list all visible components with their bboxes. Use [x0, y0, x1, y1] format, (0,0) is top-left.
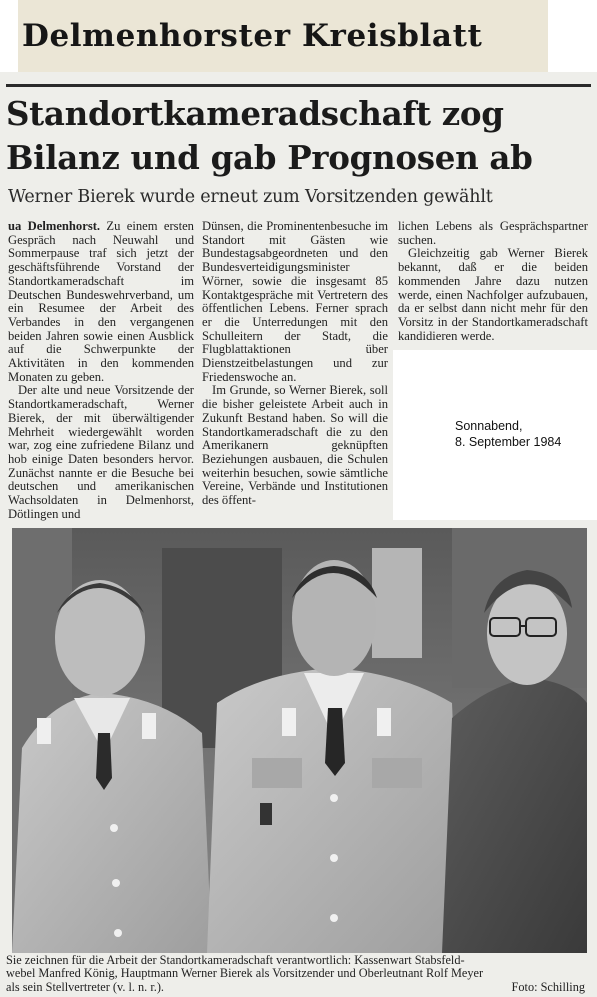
- note-date: 8. September 1984: [455, 435, 562, 449]
- article-column-3: [398, 220, 588, 343]
- newspaper-masthead: Delmenhorster Kreisblatt: [22, 18, 483, 54]
- date-note: [393, 350, 597, 520]
- press-photo: [12, 528, 587, 953]
- photo-illustration: [12, 528, 587, 953]
- caption-line: Sie zeichnen für die Arbeit der Standortkameradschaft verantwortlich: Kassenwart Stabsfeld-: [6, 953, 465, 967]
- caption-line: webel Manfred König, Hauptmann Werner Bierek als Vorsitzender und Oberleutnant Rolf Meyer: [6, 966, 484, 981]
- dateline: ua Delmenhorst.: [8, 219, 101, 233]
- note-weekday: Sonnabend,: [455, 419, 523, 433]
- photo-credit: Foto: Schilling: [511, 979, 585, 994]
- article-paragraph: lichen Lebens als Gesprächspartner suchen.: [398, 219, 588, 247]
- article-paragraph: Dünsen, die Prominentenbesuche im Standort mit Gästen wie Bundestagsabgeordneten und den Bundesverteidigungsminister Wörner, sowie die insgesamt 85 Kontaktgespräche mit Vertretern des öffentlichen Lebens. Ferner sprach er die Unterredungen mit den Schulleitern der Stadt, die Flugblattaktionen über Dienstzeitbelastungen und zur Friedenswoche an.: [202, 219, 388, 384]
- subheadline: Werner Bierek wurde erneut zum Vorsitzenden gewählt: [8, 187, 493, 207]
- article-column-1: [8, 220, 194, 521]
- article-paragraph: Im Grunde, so Werner Bierek, soll die bisher geleistete Arbeit auch in Zukunft Bestand haben. So will die Standortkameradschaft die zu den Amerikanern geknüpften Beziehungen ausbauen, die Schulen weiterhin besuchen, sowie sämtliche Vereine, Verbände und Institutionen des öffent-: [202, 383, 388, 508]
- caption-line: als sein Stellvertreter (v. l. n. r.).: [6, 979, 164, 994]
- article-paragraph: [8, 220, 194, 384]
- photo-caption: [6, 954, 591, 994]
- article-paragraph: Der alte und neue Vorsitzende der Standortkameradschaft, Werner Bierek, der mit überwältigender Mehrheit wiedergewählt worden war, zog eine zufriedene Bilanz und hob einige Daten besonders hervor. Zunächst nannte er die Besuche bei deutschen und amerikanischen Wachsoldaten in Delmenhorst, Dötlingen und: [8, 383, 194, 521]
- headline-line-1: Standortkameradschaft zog: [6, 94, 504, 133]
- headline: [6, 92, 591, 180]
- headline-rule: [6, 84, 591, 87]
- article-column-2: [202, 220, 388, 508]
- article-paragraph: Gleichzeitig gab Werner Bierek bekannt, daß er die beiden kommenden Jahre dazu nutzen werde, einen Nachfolger aufzubauen, da er selbst dann nicht mehr für den Vorsitz in der Standortkameradschaft kandidieren werde.: [398, 246, 588, 343]
- paragraph-text: Zu einem ersten Gespräch nach Neuwahl und Sommerpause traf sich jetzt der geschäftsführende Vorstand der Standortkameradschaft im Deutschen Bundeswehrverband, um ein Resumee der Arbeit des Verbandes in den vergangenen beiden Jahren sowie einen Ausblick auf die Schwerpunkte der Aktivitäten in den kommenden Monaten zu geben.: [8, 219, 194, 384]
- headline-line-2: Bilanz und gab Prognosen ab: [6, 138, 533, 177]
